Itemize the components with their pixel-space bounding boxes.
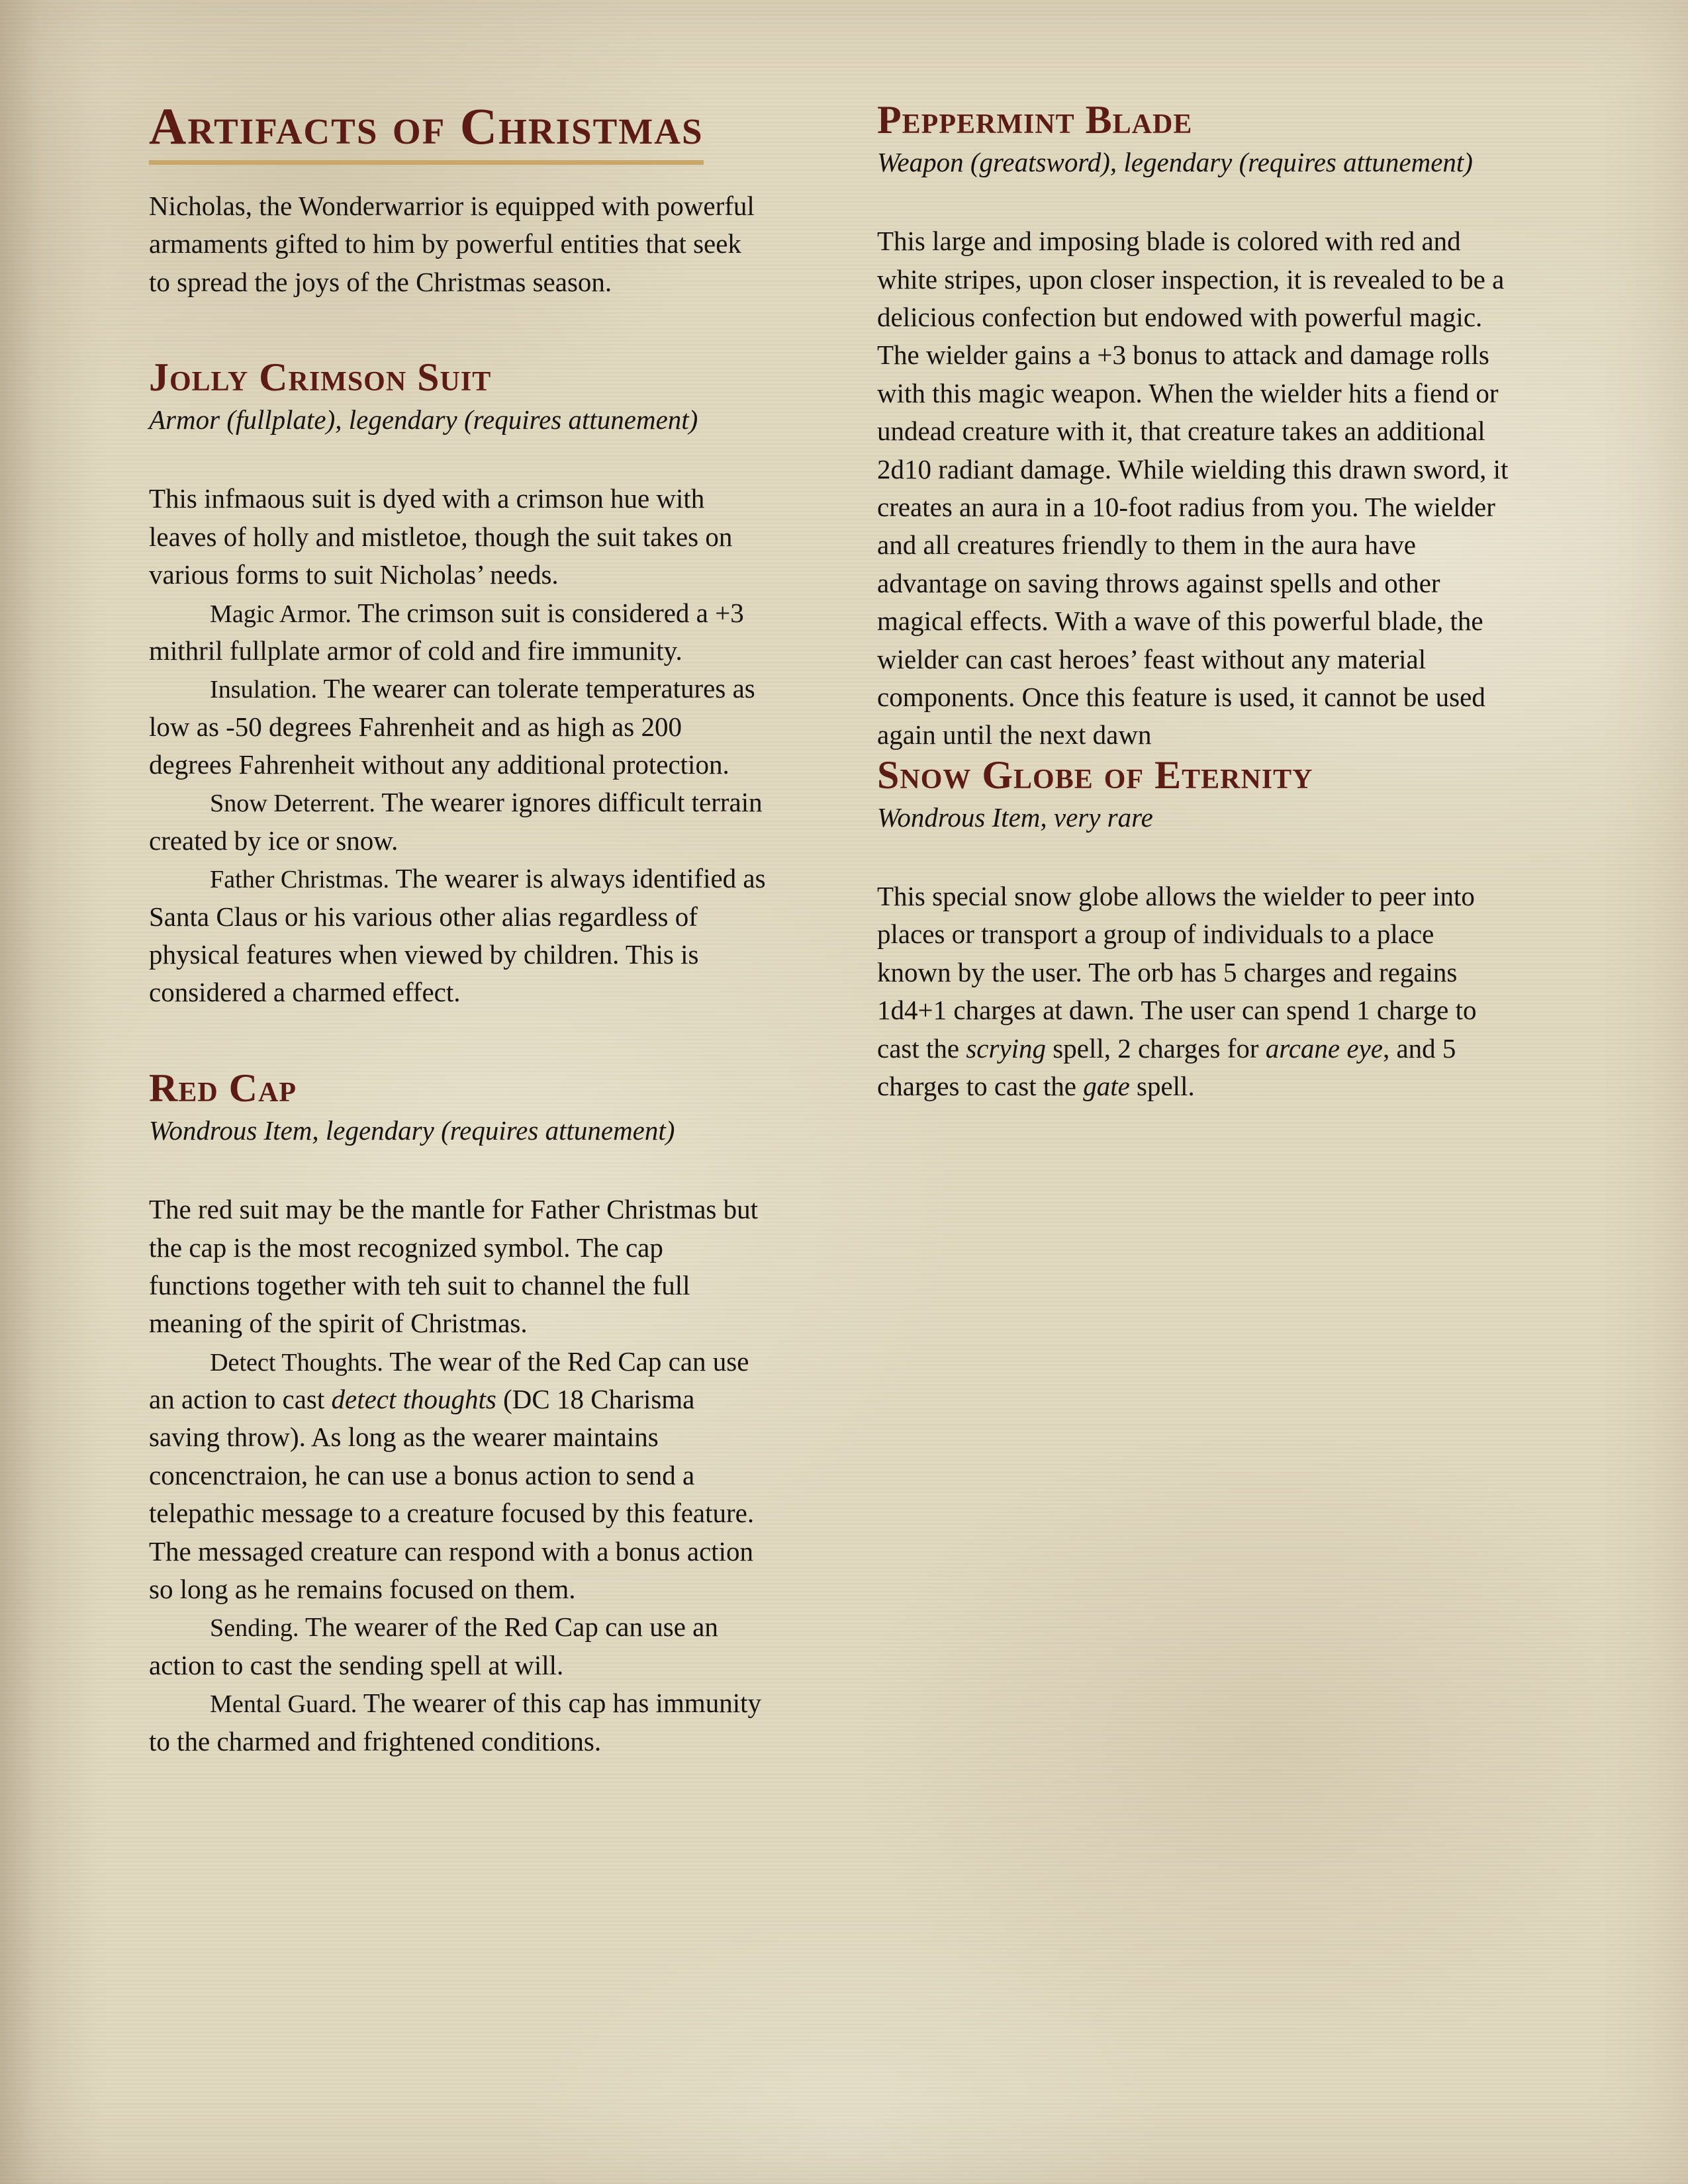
feature-text: The crimson suit is considered a +3 mithril fullplate armor of cold and fire immunity. [149,597,744,666]
feature-name: Father Christmas. [210,866,390,894]
spell-name-detect-thoughts: detect thoughts [331,1384,496,1415]
right-column [877,99,1513,1760]
feature-text: The wearer can tolerate temperatures as low as -50 degrees Fahrenheit and as high as 200 degrees Fahrenheit without any additional protection. [149,673,755,780]
feature-insulation [149,670,768,784]
feature-text: The wearer of the Red Cap can use an action to cast the sending spell at will. [149,1612,718,1680]
section-heading-peppermint-blade: Peppermint Blade [877,98,1193,142]
spell-name-scrying: scrying [966,1032,1047,1064]
section-snow-globe-of-eternity [877,754,1513,1106]
feature-name: Snow Deterrent. [210,790,375,818]
item-type-subtitle: Wondrous Item, legendary (requires attunement) [149,1115,675,1146]
two-column-layout [149,99,1513,1760]
feature-name: Sending. [210,1614,299,1643]
feature-name: Insulation. [210,676,318,704]
rules-text: This special snow globe allows the wielder to peer into places or transport a group of individuals to a place known by the user. The orb has 5 charges and regains 1d4+1 charges at dawn. The user can spend 1 charge to cast the [877,881,1477,1064]
feature-detect-thoughts [149,1343,768,1609]
item-description: This large and imposing blade is colored with red and white stripes, upon closer inspection, it is revealed to be a delicious confection but endowed with powerful magic. [877,226,1505,333]
feature-text: (DC 18 Charisma saving throw). As long as the wearer maintains concenctraion, he can use a bonus action to send a telepathic message to a creature focused by this feature. The messaged creature can respond with a bonus action so long as he remains focused on them. [149,1384,755,1605]
rules-text: spell, 2 charges for [1046,1032,1266,1064]
left-column [149,99,768,1760]
rules-text: spell. [1129,1071,1195,1102]
section-body [149,1191,768,1760]
item-type-subtitle: Wondrous Item, very rare [877,801,1153,833]
item-type-subtitle: Weapon (greatsword), legendary (requires attunement) [877,147,1473,177]
section-body [149,480,768,1011]
feature-name: Mental Guard. [210,1690,357,1719]
section-heading-red-cap: Red Cap [149,1066,297,1110]
feature-text: The wear of the Red Cap can use an action to cast [149,1345,749,1415]
feature-name: Detect Thoughts. [210,1348,383,1377]
feature-name: Magic Armor. [210,600,352,628]
section-body [877,878,1513,1105]
spell-name-arcane-eye: arcane eye [1265,1032,1383,1064]
item-description [877,878,1513,1105]
section-jolly-crimson-suit [149,357,768,1012]
section-peppermint-blade [877,99,1513,754]
feature-magic-armor [149,594,768,670]
item-type-subtitle: Armor (fullplate), legendary (requires attunement) [149,404,698,435]
feature-text: The wearer is always identified as Santa Claus or his various other alias regardless of physical features when viewed by children. This is considered a charmed effect. [149,863,766,1008]
item-description: The red suit may be the mantle for Father Christmas but the cap is the most recognized symbol. The cap functions together with teh suit to channel the full meaning of the spirit of Christmas. [149,1194,758,1339]
rules-text: , and 5 charges to cast the [877,1032,1456,1102]
feature-mental-guard [149,1684,768,1760]
section-red-cap [149,1068,768,1760]
section-body [877,222,1513,754]
item-rules-text: The wielder gains a +3 bonus to attack and damage rolls with this magic weapon. When the wielder hits a fiend or undead creature with it, that creature takes an additional 2d10 radiant damage. While wielding this drawn sword, it creates an aura in a 10-foot radius from you. The wielder and all creatures friendly to them in the aura have advantage on saving throws against spells and other magical effects. With a wave of this powerful blade, the wielder can cast heroes’ feast without any material components. Once this feature is used, it cannot be used again until the next dawn [877,340,1509,751]
feature-father-christmas [149,860,768,1012]
page-title: Artifacts of Christmas [149,99,704,165]
feature-snow-deterrent [149,784,768,860]
section-heading-snow-globe: Snow Globe of Eternity [877,752,1313,797]
feature-text: The wearer ignores difficult terrain created by ice or snow. [149,787,763,856]
feature-sending [149,1608,768,1684]
item-description: This infmaous suit is dyed with a crimson hue with leaves of holly and mistletoe, though the suit takes on various forms to suit Nicholas’ needs. [149,483,733,590]
feature-text: The wearer of this cap has immunity to the charmed and frightened conditions. [149,1688,761,1756]
section-heading-jolly-crimson-suit: Jolly Crimson Suit [149,355,492,400]
intro-paragraph: Nicholas, the Wonderwarrior is equipped with powerful armaments gifted to him by powerful entities that seek to spread the joys of the Christmas season. [149,190,755,297]
spell-name-gate: gate [1083,1071,1130,1102]
